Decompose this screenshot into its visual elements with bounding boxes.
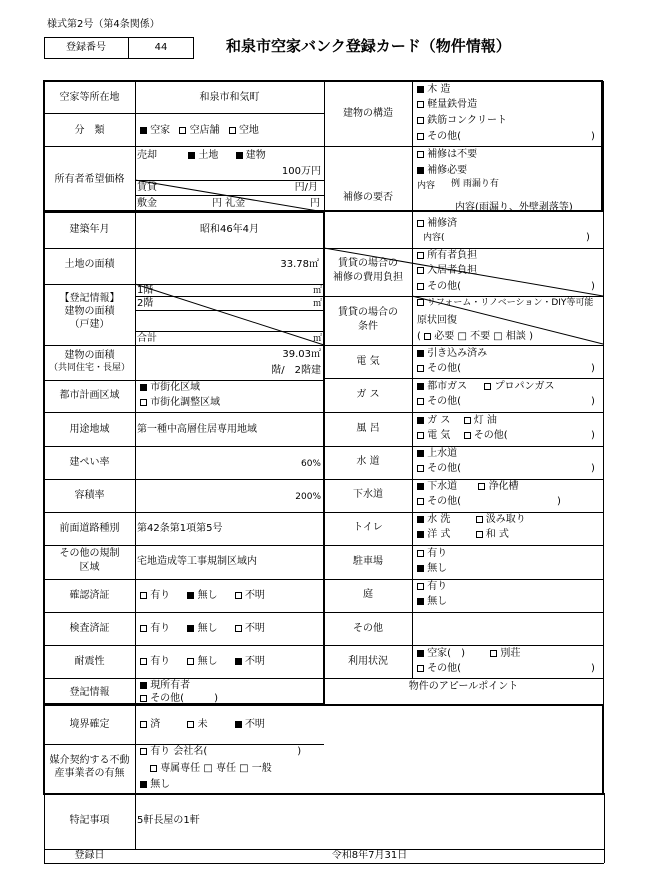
reg-date-label: 登録日	[74, 850, 105, 861]
sale-land: 土地	[198, 150, 219, 161]
floor-2-unit: ㎡	[312, 299, 322, 309]
gas-opt-row: 都市ガス プロパンガス	[417, 382, 555, 392]
checkbox-sale-land[interactable]	[188, 152, 195, 159]
checkbox-bath-kerosene[interactable]	[464, 417, 471, 424]
checkbox-inspect-yes[interactable]	[140, 625, 147, 632]
repair-opt-2: 補修必要	[417, 166, 467, 176]
checkbox-burden-owner[interactable]	[417, 252, 424, 259]
checkbox-urban-2[interactable]	[140, 399, 147, 406]
checkbox-bath-electric[interactable]	[417, 432, 424, 439]
checkbox-usage-villa[interactable]	[490, 650, 497, 657]
checkbox-broker-types[interactable]	[150, 765, 157, 772]
sale-building: 建物	[245, 150, 266, 161]
road-label: 前面道路種別	[59, 523, 120, 534]
rent-burden-label-1: 賃貸の場合の	[338, 258, 398, 269]
checkbox-structure-wood[interactable]	[417, 86, 424, 93]
garden-yes: 有り	[417, 582, 447, 592]
other-reg-value: 宅地造成等工事規制区域内	[137, 556, 257, 567]
road-value: 第42条第1項第5号	[137, 523, 223, 534]
boundary-label: 境界確定	[69, 719, 110, 730]
water-close: )	[591, 463, 595, 474]
frame-bottom	[43, 704, 604, 795]
rent-burden-opt-2: 入居者負担	[417, 266, 477, 276]
category-vacant-house: 空家	[150, 125, 171, 136]
checkbox-water-other[interactable]	[417, 465, 424, 472]
checkbox-burden-other[interactable]	[417, 283, 424, 290]
rent-cond-restore: 原状回復	[417, 315, 457, 326]
urban-label: 都市計画区域	[59, 390, 120, 401]
toilet-label: トイレ	[353, 522, 383, 533]
checkbox-sewer-other[interactable]	[417, 498, 424, 505]
repair-close: )	[586, 232, 590, 243]
rent-burden-label-2: 補修の費用負担	[333, 272, 403, 283]
checkbox-boundary-not[interactable]	[187, 721, 194, 728]
rent-cond-sub: ( 必要 □ 不要 □ 相談 )	[417, 331, 533, 342]
zone-value: 第一種中高層住居専用地域	[137, 424, 257, 435]
checkbox-toilet-pit[interactable]	[476, 516, 483, 523]
checkbox-inspect-unknown[interactable]	[235, 625, 242, 632]
category-vacant-store: 空店舗	[189, 125, 220, 136]
toilet-row-2: 洋 式 和 式	[417, 530, 509, 540]
bldg-area-label-2: （共同住宅・長屋）	[48, 363, 130, 373]
repair-content-label: 内容	[417, 181, 436, 191]
built-value: 昭和46年4月	[199, 224, 260, 235]
sewer-other: その他(	[417, 497, 461, 507]
broker-yes: 有り 会社名( )	[140, 747, 301, 757]
checkbox-vacant-store[interactable]	[179, 127, 186, 134]
confirm-label: 確認済証	[69, 590, 110, 601]
checkbox-quake-unknown[interactable]	[235, 658, 242, 665]
checkbox-usage-vacant[interactable]	[417, 650, 424, 657]
water-label: 水 道	[356, 456, 380, 467]
other-reg-label-1: その他の規制	[59, 548, 120, 559]
sale-amount: 100万円	[281, 166, 321, 177]
checkbox-vacant-house[interactable]	[140, 127, 147, 134]
checkbox-repair-done[interactable]	[417, 220, 424, 227]
built-label: 建築年月	[69, 224, 110, 235]
bcr-label: 建ぺい率	[69, 457, 110, 468]
usage-label: 利用状況	[348, 656, 388, 667]
elec-close: )	[591, 363, 595, 374]
rent-cond-label-1: 賃貸の場合の	[338, 307, 398, 318]
rent-cond-opt-1: リフォーム・リノベーション・DIY等可能	[417, 299, 593, 308]
repair-label: 補修の要否	[343, 192, 393, 203]
checkbox-sewer-septic[interactable]	[478, 483, 485, 490]
inspect-label: 検査済証	[69, 623, 110, 634]
floor-total-unit: ㎡	[312, 334, 322, 344]
checkbox-reg-owner[interactable]	[140, 682, 147, 689]
repair-content-2: 内容(	[423, 233, 445, 243]
form-id: 様式第2号（第4条関係）	[47, 19, 160, 30]
gas-close: )	[591, 396, 595, 407]
broker-label-1: 媒介契約する不動	[49, 755, 130, 766]
checkbox-gas-city[interactable]	[417, 383, 424, 390]
rent-burden-close: )	[591, 281, 595, 292]
reg-date-value: 令和8年7月31日	[331, 850, 408, 861]
broker-no: 無し	[140, 780, 170, 790]
reg-info-label-3: （戸建）	[69, 319, 110, 330]
reg-opt-2: その他( )	[140, 694, 218, 704]
page-title: 和泉市空家バンク登録カード（物件情報）	[226, 37, 511, 55]
land-area-value: 33.78㎡	[280, 259, 319, 270]
checkbox-gas-other[interactable]	[417, 398, 424, 405]
usage-other: その他(	[417, 664, 461, 674]
elec-opt-1: 引き込み済み	[417, 349, 487, 359]
checkbox-broker-no[interactable]	[140, 781, 147, 788]
checkbox-structure-other[interactable]	[417, 133, 424, 140]
checkbox-toilet-japanese[interactable]	[476, 531, 483, 538]
deposit-mid: 円 礼金	[212, 198, 246, 209]
reg-no-label: 登録番号	[66, 42, 106, 53]
broker-label-2: 産事業者の有無	[54, 768, 125, 779]
structure-label: 建物の構造	[343, 108, 393, 119]
checkbox-vacant-lot[interactable]	[229, 127, 236, 134]
checkbox-parking-yes[interactable]	[417, 550, 424, 557]
far-value: 200%	[295, 492, 321, 502]
reg-info-label-1: 【登記情報】	[59, 293, 120, 304]
elec-opt-2: その他(	[417, 364, 461, 374]
bath-row-1: ガ ス 灯 油	[417, 416, 497, 426]
repair-opt-3: 補修済	[417, 219, 457, 229]
checkbox-sewer-public[interactable]	[417, 483, 424, 490]
other-reg-label-2: 区域	[79, 562, 100, 573]
far-label: 容積率	[74, 490, 105, 501]
land-area-label: 土地の面積	[64, 259, 115, 270]
floor-1-unit: ㎡	[312, 286, 322, 296]
structure-opt-3: 鉄筋コンクリート	[417, 116, 507, 126]
bldg-area-label-1: 建物の面積	[64, 350, 115, 361]
rent-unit: 円/月	[294, 182, 318, 193]
bldg-area-value: 39.03㎡	[282, 349, 321, 360]
deposit-label: 敷金	[137, 198, 157, 209]
broker-types: 専属専任 □ 専任 □ 一般	[150, 764, 272, 774]
checkbox-rent-reform[interactable]	[417, 299, 424, 306]
bath-close: )	[591, 430, 595, 441]
checkbox-confirm-yes[interactable]	[140, 592, 147, 599]
checkbox-garden-yes[interactable]	[417, 583, 424, 590]
urban-opt-1: 市街化区域	[140, 383, 200, 393]
rent-burden-opt-3: その他(	[417, 282, 461, 292]
elec-label: 電 気	[356, 356, 380, 367]
checkbox-garden-no[interactable]	[417, 598, 424, 605]
garden-no: 無し	[417, 597, 447, 607]
parking-label: 駐車場	[353, 556, 383, 567]
price-label: 所有者希望価格	[54, 174, 125, 185]
rent-cond-label-2: 条件	[358, 321, 378, 332]
checkbox-quake-no[interactable]	[187, 658, 194, 665]
checkbox-bath-other[interactable]	[464, 432, 471, 439]
quake-label: 耐震性	[74, 656, 105, 667]
bath-label: 風 呂	[356, 423, 380, 434]
checkbox-sale-building[interactable]	[236, 152, 243, 159]
floor-2: 2階	[137, 298, 154, 309]
checkbox-toilet-flush[interactable]	[417, 516, 424, 523]
checkbox-burden-tenant[interactable]	[417, 267, 424, 274]
checkbox-toilet-western[interactable]	[417, 531, 424, 538]
checkbox-boundary-unknown[interactable]	[235, 721, 242, 728]
inspect-options: 有り 無し 不明	[140, 624, 265, 634]
location-label: 空家等所在地	[59, 92, 120, 103]
reg-opt-1: 現所有者	[140, 681, 190, 691]
deposit-unit: 円	[310, 198, 320, 209]
bldg-floor: 階/ 2階建	[271, 365, 321, 376]
bcr-value: 60%	[300, 459, 321, 469]
checkbox-quake-yes[interactable]	[140, 658, 147, 665]
category-vacant-lot: 空地	[238, 125, 259, 136]
gas-label: ガ ス	[356, 389, 380, 400]
repair-opt-1: 補修は不要	[417, 150, 477, 160]
usage-close: )	[591, 663, 595, 674]
boundary-options: 済 未 不明	[140, 720, 265, 730]
repair-content-value: 内容(雨漏り、外壁剥落等)	[455, 202, 573, 213]
sale-row	[137, 151, 266, 161]
structure-close: )	[591, 131, 595, 142]
checkbox-usage-other[interactable]	[417, 665, 424, 672]
checkbox-gas-propane[interactable]	[484, 383, 491, 390]
checkbox-urban-1[interactable]	[140, 384, 147, 391]
checkbox-repair-none[interactable]	[417, 151, 424, 158]
category-options	[140, 126, 259, 136]
checkbox-reg-other[interactable]	[140, 695, 147, 702]
checkbox-parking-no[interactable]	[417, 565, 424, 572]
checkbox-broker-yes[interactable]	[140, 748, 147, 755]
structure-opt-1: 木 造	[417, 85, 450, 95]
rent-label: 賃貸	[137, 182, 157, 193]
bath-row-2: 電 気 その他(	[417, 431, 508, 441]
toilet-row-1: 水 洗 汲み取り	[417, 515, 526, 525]
urban-opt-2: 市街化調整区域	[140, 398, 220, 408]
repair-handwritten: 例 雨漏り有	[451, 179, 499, 189]
garden-label: 庭	[363, 589, 373, 600]
water-opt-1: 上水道	[417, 449, 457, 459]
structure-opt-4: その他(	[417, 132, 461, 142]
sewer-close: )	[557, 496, 561, 507]
floor-1: 1階	[137, 285, 154, 296]
other-label: その他	[353, 623, 383, 634]
checkbox-bath-gas[interactable]	[417, 417, 424, 424]
reg-label: 登記情報	[69, 687, 110, 698]
water-opt-2: その他(	[417, 464, 461, 474]
parking-yes: 有り	[417, 549, 447, 559]
appeal-label: 物件のアピールポイント	[408, 681, 519, 692]
sewer-label: 下水道	[353, 489, 383, 500]
checkbox-elec-connected[interactable]	[417, 350, 424, 357]
location-value: 和泉市和気町	[199, 92, 260, 103]
checkbox-water-public[interactable]	[417, 450, 424, 457]
sale-label: 売却	[137, 150, 157, 161]
parking-no: 無し	[417, 564, 447, 574]
gas-other: その他(	[417, 397, 461, 407]
reg-no-value: 44	[154, 42, 168, 53]
checkbox-restore-sub[interactable]	[424, 333, 431, 340]
zone-label: 用途地域	[69, 424, 110, 435]
usage-row: 空家( ) 別荘	[417, 649, 520, 659]
reg-info-label-2: 建物の面積	[64, 306, 115, 317]
rent-burden-opt-1: 所有者負担	[417, 251, 477, 261]
category-label: 分 類	[74, 125, 105, 136]
confirm-options: 有り 無し 不明	[140, 591, 265, 601]
floor-total: 合計	[137, 333, 157, 344]
checkbox-elec-other[interactable]	[417, 365, 424, 372]
notes-label: 特記事項	[69, 815, 110, 826]
notes-value: 5軒長屋の1軒	[137, 815, 200, 826]
sewer-row: 下水道 浄化槽	[417, 482, 519, 492]
checkbox-inspect-no[interactable]	[187, 625, 194, 632]
checkbox-repair-needed[interactable]	[417, 167, 424, 174]
checkbox-confirm-unknown[interactable]	[235, 592, 242, 599]
checkbox-structure-steel[interactable]	[417, 101, 424, 108]
structure-opt-2: 軽量鉄骨造	[417, 100, 477, 110]
checkbox-structure-rc[interactable]	[417, 117, 424, 124]
quake-options: 有り 無し 不明	[140, 657, 265, 667]
checkbox-boundary-done[interactable]	[140, 721, 147, 728]
checkbox-confirm-no[interactable]	[187, 592, 194, 599]
